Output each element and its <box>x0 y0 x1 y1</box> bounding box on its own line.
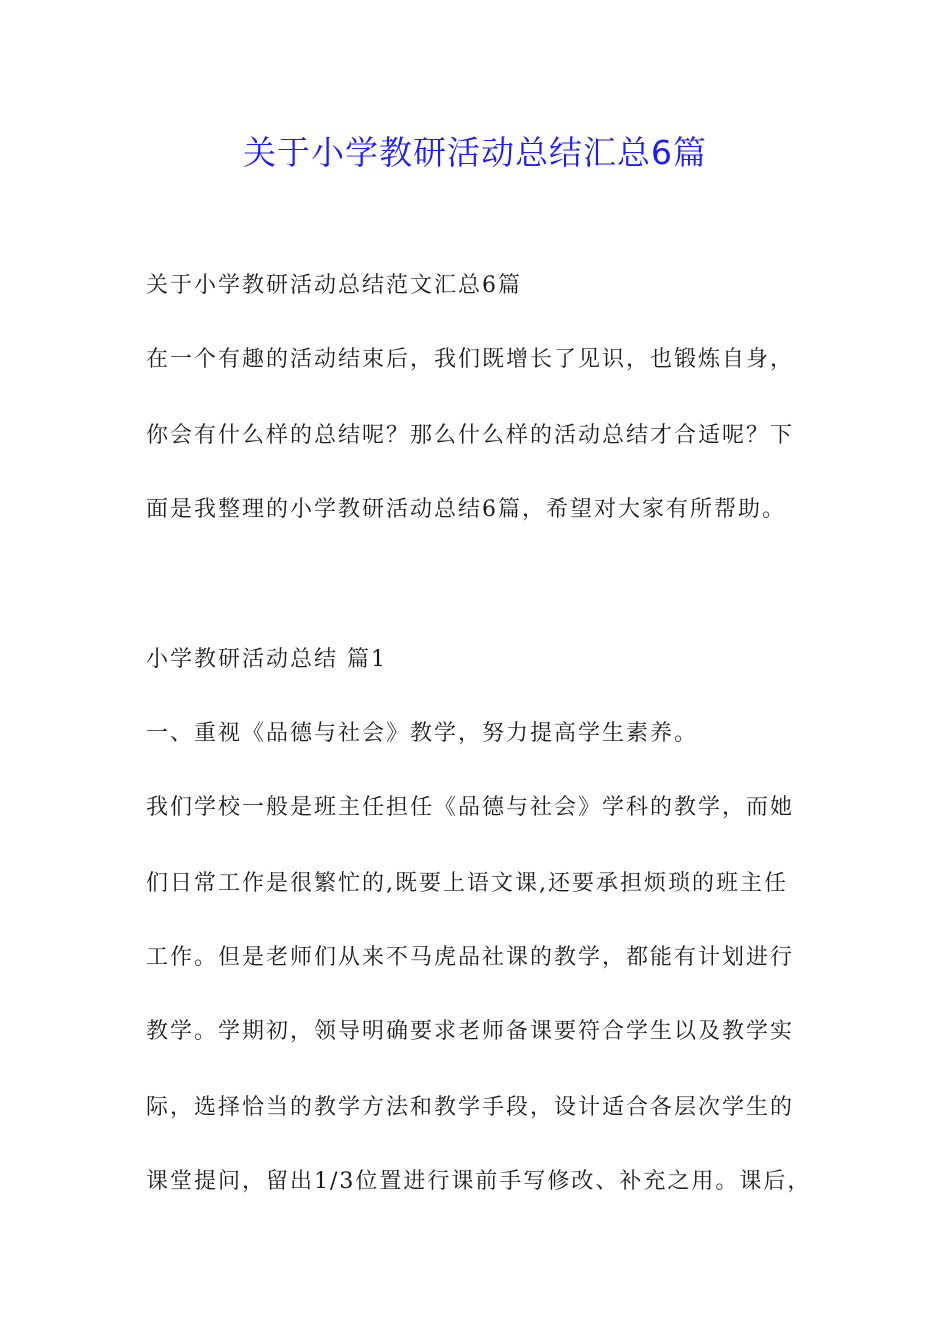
document-subtitle: 关于小学教研活动总结范文汇总6篇 <box>146 273 522 298</box>
body-line: 教学。学期初，领导明确要求老师备课要符合学生以及教学实 <box>146 1019 795 1044</box>
intro-line: 在一个有趣的活动结束后，我们既增长了见识，也锻炼自身， <box>146 347 795 372</box>
point-heading: 一、重视《品德与社会》教学，努力提高学生素养。 <box>146 721 699 746</box>
body-line: 课堂提问，留出1/3位置进行课前手写修改、补充之用。课后， <box>146 1169 812 1194</box>
body-line: 们日常工作是很繁忙的,既要上语文课,还要承担烦琐的班主任 <box>146 871 788 896</box>
body-line: 工作。但是老师们从来不马虎品社课的教学，都能有计划进行 <box>146 945 795 970</box>
body-line: 我们学校一般是班主任担任《品德与社会》学科的教学，而她 <box>146 795 795 820</box>
section-heading: 小学教研活动总结 篇1 <box>146 647 387 672</box>
body-line: 际，选择恰当的教学方法和教学手段，设计适合各层次学生的 <box>146 1095 795 1120</box>
document-title: 关于小学教研活动总结汇总6篇 <box>243 133 707 172</box>
intro-line: 面是我整理的小学教研活动总结6篇，希望对大家有所帮助。 <box>146 497 786 522</box>
intro-line: 你会有什么样的总结呢？那么什么样的活动总结才合适呢？下 <box>146 423 795 448</box>
